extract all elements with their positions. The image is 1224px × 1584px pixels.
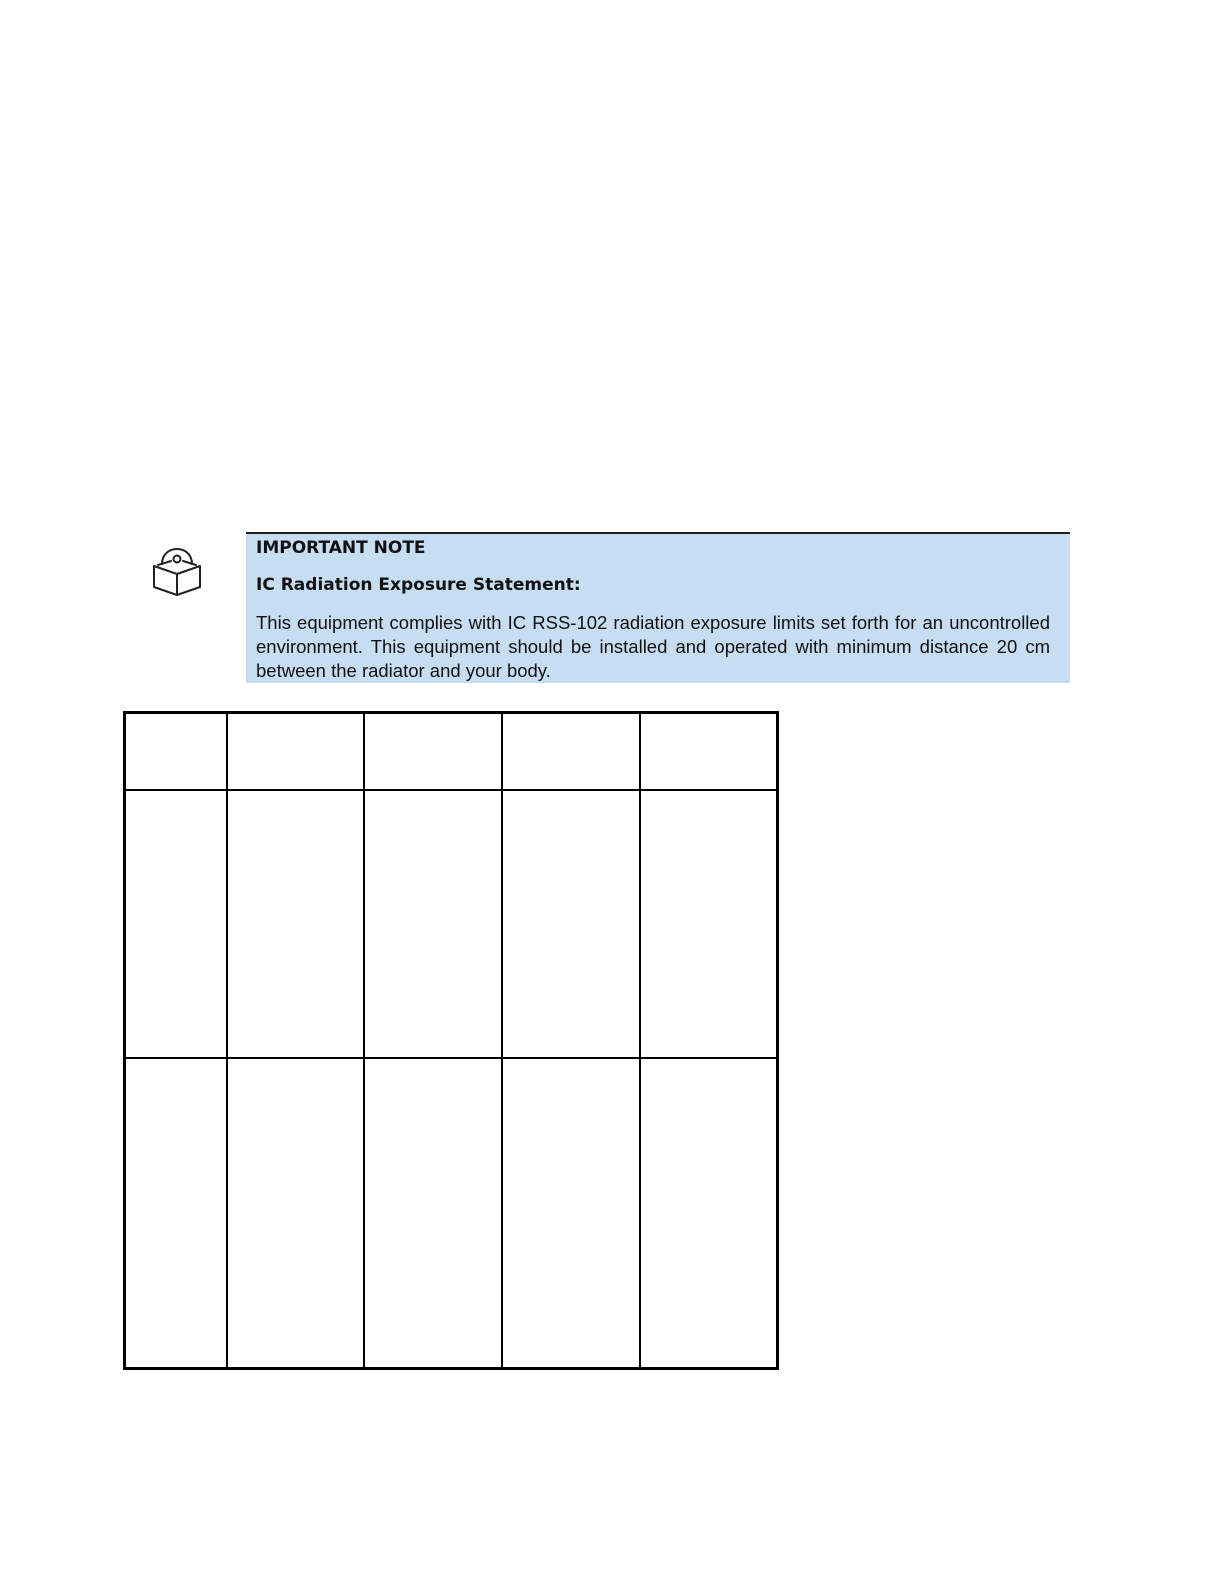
- table-cell: [502, 1058, 640, 1369]
- table-cell: [364, 1058, 502, 1369]
- table-row: [125, 790, 778, 1058]
- note-title: IMPORTANT NOTE: [256, 538, 426, 558]
- book-icon: [150, 540, 204, 598]
- table-cell: [227, 713, 364, 790]
- table-row: [125, 1058, 778, 1369]
- table-cell: [364, 713, 502, 790]
- table-cell: [125, 1058, 227, 1369]
- empty-table: [123, 711, 779, 1370]
- note-body: This equipment complies with IC RSS-102 radiation exposure limits set forth for an uncontrolled environment. This equipment should be installed and operated with minimum distance 20 cm between the radiator and your body.: [256, 612, 1050, 681]
- table-cell: [125, 713, 227, 790]
- table-cell: [227, 1058, 364, 1369]
- important-note-box: [246, 532, 1070, 683]
- table-cell: [640, 1058, 778, 1369]
- table-cell: [502, 713, 640, 790]
- table-cell: [125, 790, 227, 1058]
- table-cell: [640, 790, 778, 1058]
- table-header-row: [125, 713, 778, 790]
- table-cell: [502, 790, 640, 1058]
- table-cell: [364, 790, 502, 1058]
- table-cell: [227, 790, 364, 1058]
- table-cell: [640, 713, 778, 790]
- note-heading: IC Radiation Exposure Statement:: [256, 575, 581, 595]
